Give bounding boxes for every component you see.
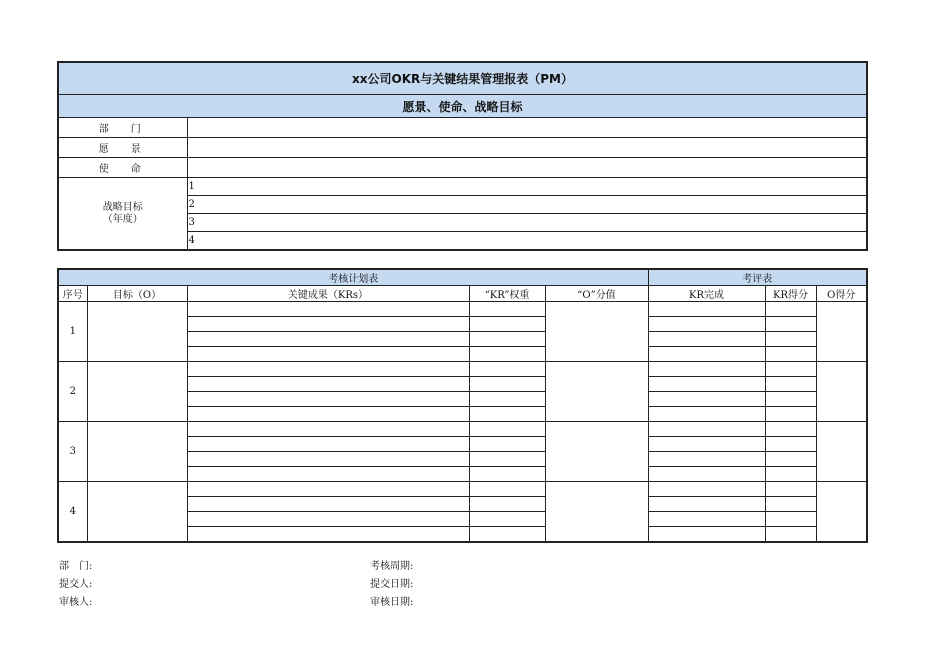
kr-weight-cell[interactable]: [469, 467, 545, 482]
key-result-cell[interactable]: [187, 392, 469, 407]
key-result-cell[interactable]: [187, 527, 469, 543]
strategy-label-line2: （年度）: [102, 213, 143, 225]
kr-score-cell[interactable]: [765, 302, 816, 317]
strategy-goal-cell[interactable]: 3: [187, 214, 867, 232]
kr-weight-cell[interactable]: [469, 452, 545, 467]
objective-cell[interactable]: [87, 422, 187, 482]
review-header: 考评表: [648, 269, 867, 286]
kr-completion-cell[interactable]: [648, 482, 765, 497]
kr-weight-cell[interactable]: [469, 347, 545, 362]
kr-score-cell[interactable]: [765, 332, 816, 347]
kr-weight-cell[interactable]: [469, 362, 545, 377]
objective-cell[interactable]: [87, 302, 187, 362]
footer-submit-date: 提交日期:: [370, 579, 414, 590]
kr-completion-cell[interactable]: [648, 347, 765, 362]
kr-weight-cell[interactable]: [469, 332, 545, 347]
key-result-cell[interactable]: [187, 467, 469, 482]
objective-cell[interactable]: [87, 482, 187, 543]
key-result-cell[interactable]: [187, 407, 469, 422]
kr-score-cell[interactable]: [765, 467, 816, 482]
o-score-cell[interactable]: [816, 302, 867, 362]
o-score-value-cell[interactable]: [545, 422, 648, 482]
footer-reviewer: 审核人:: [59, 597, 93, 608]
o-score-cell[interactable]: [816, 422, 867, 482]
kr-completion-cell[interactable]: [648, 497, 765, 512]
kr-weight-cell[interactable]: [469, 377, 545, 392]
col-objective: 目标（O）: [87, 286, 187, 302]
kr-row: [58, 302, 867, 317]
key-result-cell[interactable]: [187, 302, 469, 317]
strategy-label: [58, 178, 187, 251]
kr-score-cell[interactable]: [765, 437, 816, 452]
kr-score-cell[interactable]: [765, 527, 816, 543]
o-score-cell[interactable]: [816, 482, 867, 543]
key-result-cell[interactable]: [187, 362, 469, 377]
key-result-cell[interactable]: [187, 347, 469, 362]
kr-row: [58, 422, 867, 437]
kr-score-cell[interactable]: [765, 482, 816, 497]
key-result-cell[interactable]: [187, 377, 469, 392]
mission-cell[interactable]: [187, 158, 867, 178]
kr-completion-cell[interactable]: [648, 452, 765, 467]
section-subtitle: 愿景、使命、战略目标: [58, 95, 867, 118]
kr-score-cell[interactable]: [765, 422, 816, 437]
kr-weight-cell[interactable]: [469, 302, 545, 317]
o-score-value-cell[interactable]: [545, 302, 648, 362]
kr-completion-cell[interactable]: [648, 317, 765, 332]
col-o-score: O得分: [816, 286, 867, 302]
kr-completion-cell[interactable]: [648, 437, 765, 452]
key-result-cell[interactable]: [187, 317, 469, 332]
key-result-cell[interactable]: [187, 482, 469, 497]
kr-completion-cell[interactable]: [648, 302, 765, 317]
kr-score-cell[interactable]: [765, 497, 816, 512]
col-key-results: 关键成果（KRs）: [187, 286, 469, 302]
kr-completion-cell[interactable]: [648, 332, 765, 347]
kr-weight-cell[interactable]: [469, 482, 545, 497]
kr-completion-cell[interactable]: [648, 422, 765, 437]
o-score-value-cell[interactable]: [545, 362, 648, 422]
col-seq: 序号: [58, 286, 87, 302]
key-result-cell[interactable]: [187, 437, 469, 452]
kr-completion-cell[interactable]: [648, 467, 765, 482]
kr-weight-cell[interactable]: [469, 317, 545, 332]
key-result-cell[interactable]: [187, 512, 469, 527]
o-score-value-cell[interactable]: [545, 482, 648, 543]
vision-label: 愿 景: [58, 138, 187, 158]
kr-completion-cell[interactable]: [648, 362, 765, 377]
objective-index: 2: [58, 362, 87, 422]
strategy-goal-cell[interactable]: 1: [187, 178, 867, 196]
col-kr-weight: “KR”权重: [469, 286, 545, 302]
footer-submitter: 提交人:: [59, 579, 93, 590]
kr-weight-cell[interactable]: [469, 407, 545, 422]
footer-period: 考核周期:: [370, 561, 414, 572]
report-title: xx公司OKR与关键结果管理报表（PM）: [58, 62, 867, 95]
col-o-score-value: “O”分值: [545, 286, 648, 302]
kr-score-cell[interactable]: [765, 362, 816, 377]
kr-weight-cell[interactable]: [469, 527, 545, 543]
assessment-body: [58, 302, 867, 543]
kr-score-cell[interactable]: [765, 377, 816, 392]
key-result-cell[interactable]: [187, 452, 469, 467]
strategy-goal-cell[interactable]: 2: [187, 196, 867, 214]
objective-index: 4: [58, 482, 87, 543]
o-score-cell[interactable]: [816, 362, 867, 422]
kr-weight-cell[interactable]: [469, 392, 545, 407]
kr-score-cell[interactable]: [765, 317, 816, 332]
kr-weight-cell[interactable]: [469, 437, 545, 452]
kr-score-cell[interactable]: [765, 347, 816, 362]
kr-completion-cell[interactable]: [648, 377, 765, 392]
kr-completion-cell[interactable]: [648, 407, 765, 422]
kr-weight-cell[interactable]: [469, 497, 545, 512]
kr-row: [58, 482, 867, 497]
kr-score-cell[interactable]: [765, 407, 816, 422]
key-result-cell[interactable]: [187, 422, 469, 437]
department-label: 部 门: [58, 118, 187, 138]
kr-weight-cell[interactable]: [469, 512, 545, 527]
strategy-goal-cell[interactable]: 4: [187, 232, 867, 251]
kr-completion-cell[interactable]: [648, 392, 765, 407]
okr-info-table: [57, 61, 868, 251]
department-cell[interactable]: [187, 118, 867, 138]
kr-score-cell[interactable]: [765, 512, 816, 527]
plan-header: 考核计划表: [58, 269, 648, 286]
strategy-label-line1: 战略目标: [102, 201, 143, 213]
kr-row: [58, 362, 867, 377]
kr-score-cell[interactable]: [765, 452, 816, 467]
objective-index: 1: [58, 302, 87, 362]
kr-score-cell[interactable]: [765, 392, 816, 407]
key-result-cell[interactable]: [187, 497, 469, 512]
objective-index: 3: [58, 422, 87, 482]
objective-cell[interactable]: [87, 362, 187, 422]
kr-completion-cell[interactable]: [648, 527, 765, 543]
footer-review-date: 审核日期:: [370, 597, 414, 608]
key-result-cell[interactable]: [187, 332, 469, 347]
col-kr-completion: KR完成: [648, 286, 765, 302]
kr-completion-cell[interactable]: [648, 512, 765, 527]
col-kr-score: KR得分: [765, 286, 816, 302]
assessment-table: [57, 268, 868, 543]
mission-label: 使 命: [58, 158, 187, 178]
vision-cell[interactable]: [187, 138, 867, 158]
kr-weight-cell[interactable]: [469, 422, 545, 437]
footer-department: 部 门:: [59, 561, 93, 572]
